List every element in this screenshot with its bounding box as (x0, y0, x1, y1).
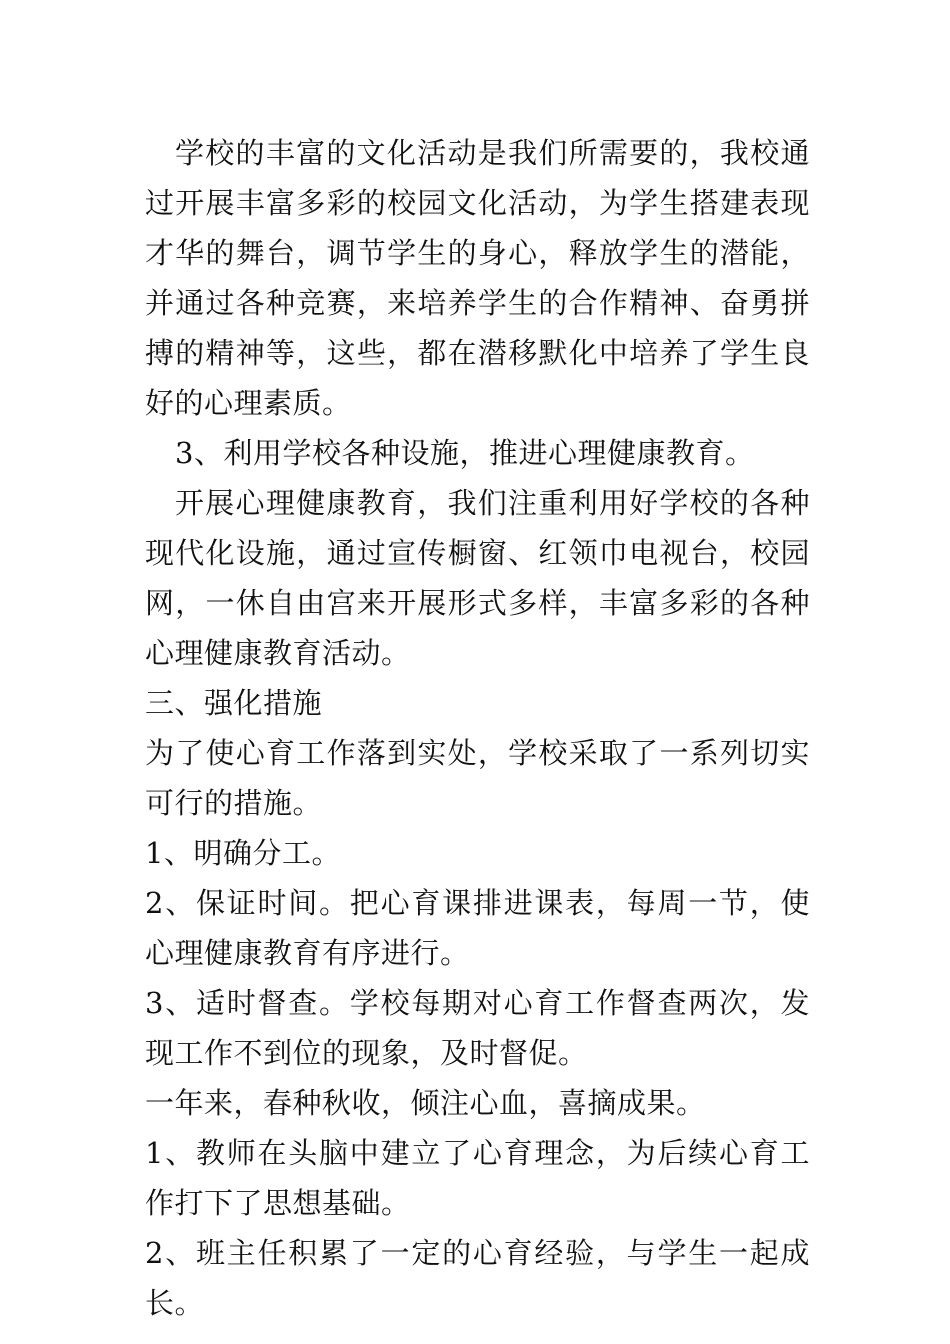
heading-facilities: 3、利用学校各种设施，推进心理健康教育。 (175, 436, 755, 470)
paragraph-year-summary: 一年来，春种秋收，倾注心血，喜摘成果。 (145, 1086, 706, 1120)
paragraph-culture-activities: 学校的丰富的文化活动是我们所需要的，我校通过开展丰富多彩的校园文化活动，为学生搭建表现才华的舞台，调节学生的身心，释放学生的潜能，并通过各种竞赛，来培养学生的合作精神、奋勇拼搏的精神等，这些，都在潜移默化中培养了学生良好的心理素质。 (145, 136, 810, 420)
paragraph-facilities: 开展心理健康教育，我们注重利用好学校的各种现代化设施，通过宣传橱窗、红领巾电视台，校园网，一休自由宫来开展形式多样，丰富多彩的各种心理健康教育活动。 (145, 486, 810, 670)
list-item-time: 2、保证时间。把心育课排进课表，每周一节，使心理健康教育有序进行。 (145, 886, 810, 970)
list-item-teacher-concept: 1、教师在头脑中建立了心育理念，为后续心育工作打下了思想基础。 (145, 1136, 810, 1220)
list-item-teacher-experience: 2、班主任积累了一定的心育经验，与学生一起成长。 (145, 1236, 810, 1320)
document-body (145, 128, 810, 1328)
list-item-supervision: 3、适时督查。学校每期对心育工作督查两次，发现工作不到位的现象，及时督促。 (145, 986, 810, 1070)
paragraph-measures-intro: 为了使心育工作落到实处，学校采取了一系列切实可行的措施。 (145, 736, 810, 820)
section-heading-measures: 三、强化措施 (145, 686, 323, 720)
list-item-division: 1、明确分工。 (145, 836, 341, 870)
